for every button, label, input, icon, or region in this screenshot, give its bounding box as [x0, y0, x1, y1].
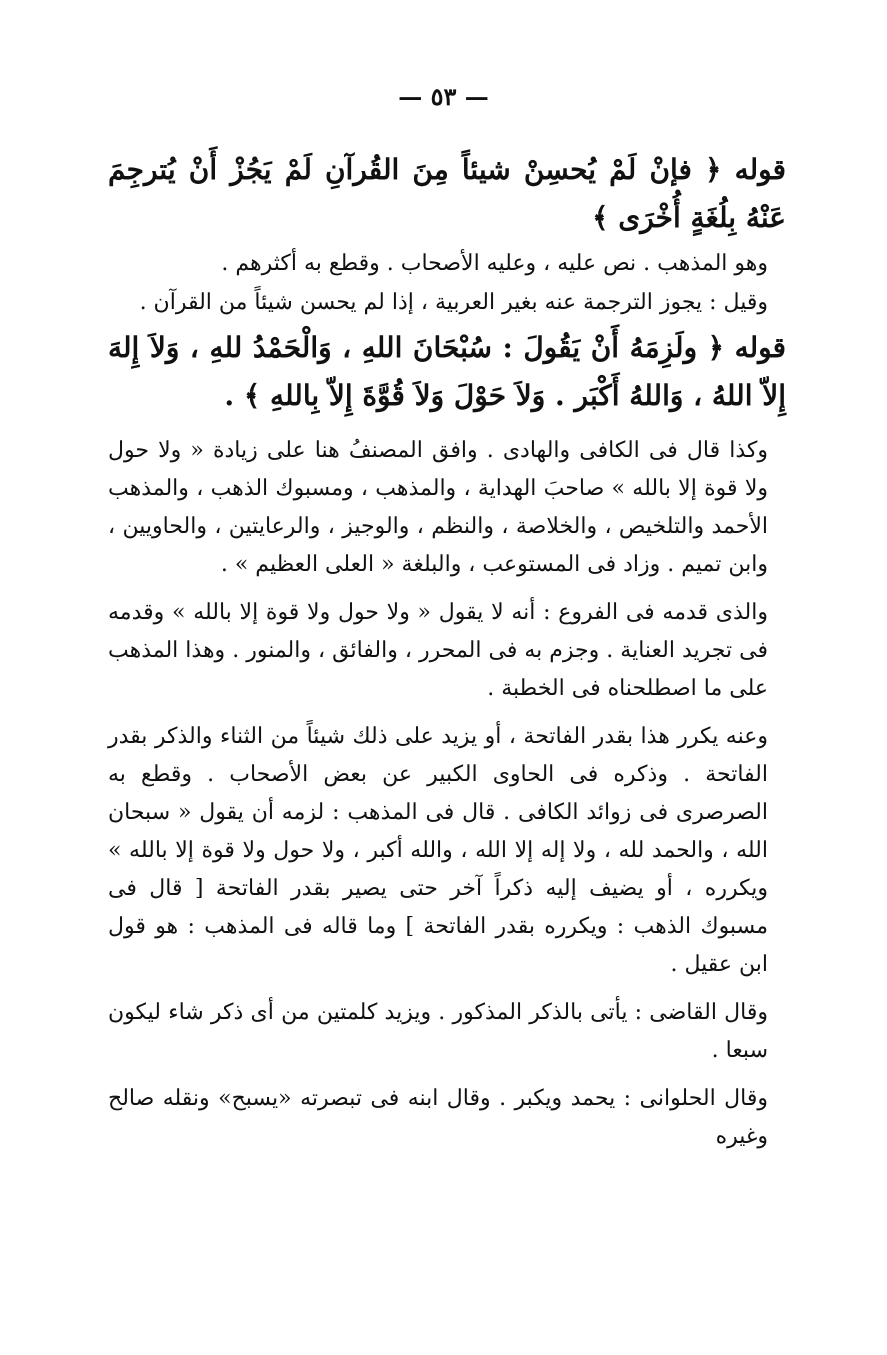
paragraph-7: وعنه يكرر هذا بقدر الفاتحة ، أو يزيد على ذلك شيئاً من الثناء والذكر بقدر الفاتحة . وذكره فى الحاوى الكبير عن بعض الأصحاب . وقطع به الصرصرى فى زوائد الكافى . قال فى المذهب : لزمه أن يقول « سبحان الله ، والحمد لله ، ولا إله إلا الله ، والله أكبر ، ولا حول ولا قوة إلا بالله » ويكرره ، أو يضيف إليه ذكراً آخر حتى يصير بقدر الفاتحة [ قال فى مسبوك الذهب : ويكرره بقدر الفاتحة ] وما قاله فى المذهب : هو قول ابن عقيل . — [108, 724, 768, 977]
paragraph-6: والذى قدمه فى الفروع : أنه لا يقول « ولا حول ولا قوة إلا بالله » وقدمه فى تجريد العناية . وجزم به فى المحرر ، والفائق ، والمنور . وهذا المذهب على ما اصطلحناه فى الخطبة . — [108, 600, 768, 701]
page-body-text — [108, 146, 786, 1156]
paragraph-5: وكذا قال فى الكافى والهادى . وافق المصنفُ هنا على زيادة « ولا حول ولا قوة إلا بالله » صاحبَ الهداية ، والمذهب ، ومسبوك الذهب ، والمذهب الأحمد والتلخيص ، والخلاصة ، والنظم ، والوجيز ، والرعايتين ، والحاويين ، وابن تميم . وزاد فى المستوعب ، والبلغة « العلى العظيم » . — [108, 438, 768, 577]
paragraph-3: وقيل : يجوز الترجمة عنه بغير العربية ، إذا لم يحسن شيئاً من القرآن . — [139, 290, 768, 315]
page-number: — ٥٣ — — [398, 82, 489, 111]
paragraph-8: وقال القاضى : يأتى بالذكر المذكور . ويزيد كلمتين من أى ذكر شاء ليكون سبعا . — [108, 1000, 768, 1063]
paragraph-2: وهو المذهب . نص عليه ، وعليه الأصحاب . وقطع به أكثرهم . — [221, 251, 768, 276]
paragraph-verse-1: قوله ﴿ فإنْ لَمْ يُحسِنْ شيئاً مِنَ القُرآنِ لَمْ يَجُزْ أَنْ يُترجِمَ عَنْهُ بِلُغَةٍ أُخْرَى ﴾ — [108, 153, 786, 234]
paragraph-verse-2: قوله ﴿ ولَزِمَهُ أَنْ يَقُولَ : سُبْحَانَ اللهِ ، وَالْحَمْدُ للهِ ، وَلاَ إِلهَ إِلاّ اللهُ ، وَاللهُ أَكْبَر . وَلاَ حَوْلَ وَلاَ قُوَّةَ إِلاّ بِاللهِ ﴾ . — [108, 331, 786, 412]
paragraph-9: وقال الحلوانى : يحمد ويكبر . وقال ابنه فى تبصرته «يسبح» ونقله صالح وغيره — [108, 1086, 768, 1149]
